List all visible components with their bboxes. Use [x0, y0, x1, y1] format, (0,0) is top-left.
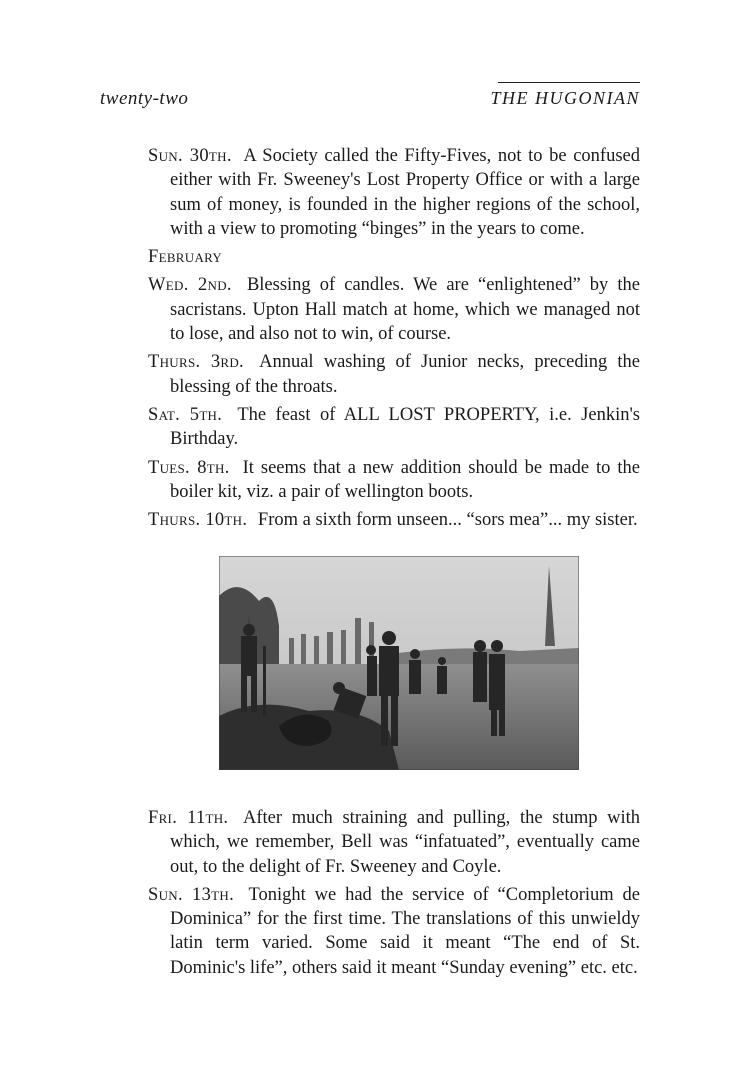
entry-text: Annual washing of Junior necks, preceding the blessing of the throats. — [170, 352, 640, 397]
entry-date: Fri. 11th. — [148, 808, 229, 828]
entry-text: After much straining and pulling, the stump with which, we remember, Bell was “infatuated”, eventually came out, to the delight of Fr. Sweeney and Coyle. — [170, 808, 641, 877]
month-heading: February — [148, 247, 223, 268]
diary-entry — [148, 273, 640, 346]
diary-entry — [148, 350, 640, 399]
photograph-tree-stump-digging — [219, 556, 579, 770]
publication-title: THE HUGONIAN — [490, 88, 640, 108]
entry-text: From a sixth form unseen... “sors mea”... my sister. — [257, 510, 638, 531]
header-rule — [498, 82, 640, 83]
entry-date: Sun. 30th. — [148, 146, 232, 166]
entry-date: Tues. 8th. — [148, 457, 230, 478]
entry-text: It seems that a new addition should be made to the boiler kit, viz. a pair of wellington boots. — [170, 457, 640, 502]
page-number-label: twenty-two — [100, 88, 189, 109]
entry-date: Sun. 13th. — [148, 884, 234, 905]
entry-text: A Society called the Fifty-Fives, not to be confused either with Fr. Sweeney's Lost Property Office or with a large sum of money, is founded in the higher regions of the school, with a view to promoting “binges” in the years to come. — [170, 146, 640, 239]
entry-text: Tonight we had the service of “Completorium de Dominica” for the first time. The translations of this unwieldy latin term varied. Some said it meant “The end of St. Dominic's life”, others said it meant “Sunday evening” etc. etc. — [170, 884, 640, 978]
diary-entries-top — [148, 144, 640, 536]
entry-date: Thurs. 3rd. — [148, 352, 244, 373]
entry-date: Thurs. 10th. — [148, 510, 248, 531]
diary-entry — [148, 144, 640, 241]
diary-entry — [148, 403, 640, 452]
diary-entry — [148, 806, 640, 879]
running-head — [100, 88, 640, 114]
diary-entry — [148, 456, 640, 505]
entry-date: Sat. 5th. — [148, 404, 223, 425]
diary-entries-bottom — [148, 806, 640, 984]
entry-text: Blessing of candles. We are “enlightened” by the sacristans. Upton Hall match at home, which we managed not to lose, and also not to win, of course. — [170, 275, 640, 345]
diary-entry — [148, 508, 640, 532]
entry-date: Wed. 2nd. — [148, 275, 232, 296]
diary-entry — [148, 883, 640, 980]
entry-text: The feast of ALL LOST PROPERTY, i.e. Jenkin's Birthday. — [170, 404, 641, 450]
